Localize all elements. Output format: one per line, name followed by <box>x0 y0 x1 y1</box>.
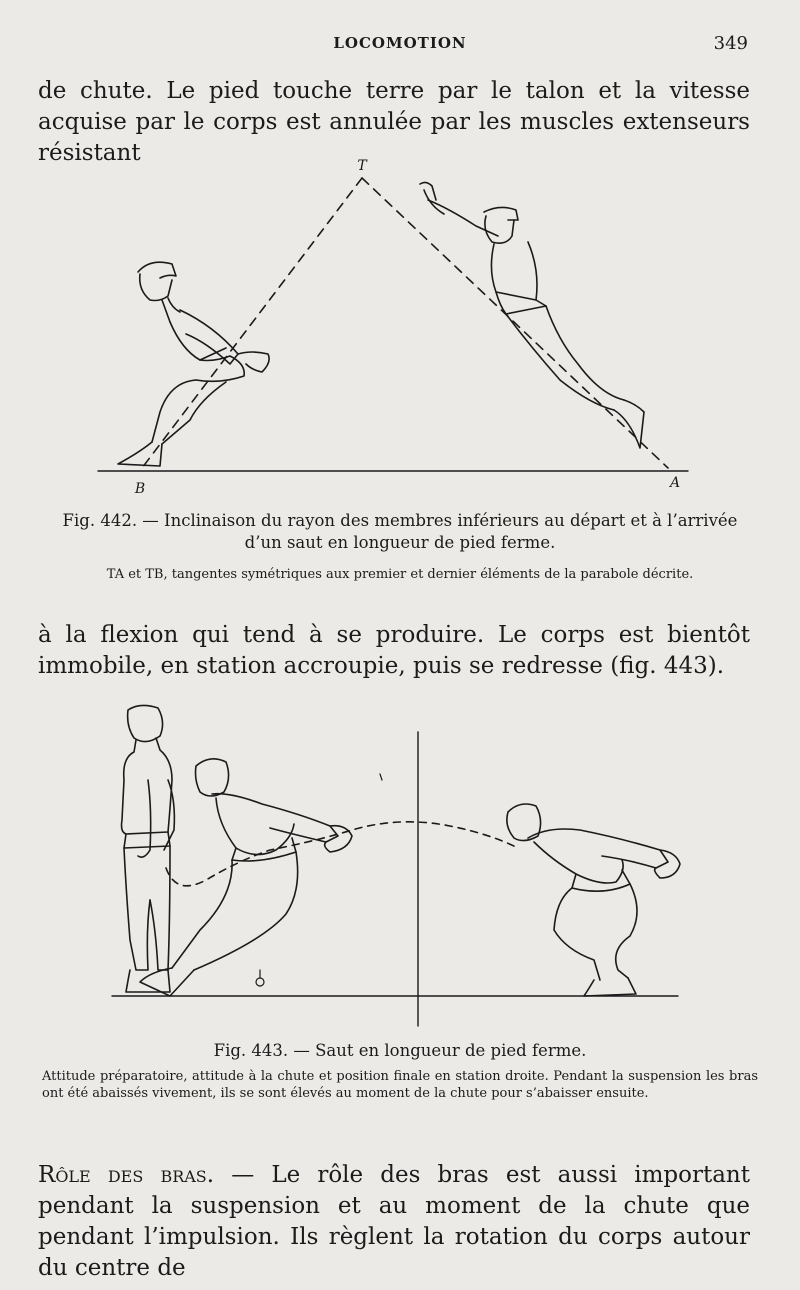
section-heading: Rôle des bras. <box>38 1162 215 1188</box>
figure-442-illustration <box>0 150 800 495</box>
jumper-takeoff <box>118 262 269 466</box>
figure-443-legend: Attitude préparatoire, attitude à la chute et position finale en station droite. Pendant la suspension les bras ont été abaissés vivement, ils se sont élevés au moment de la chute pour s’abaisser ensuite. <box>42 1069 758 1101</box>
trajectory-curve <box>166 822 518 886</box>
figure-442-caption: Fig. 442. — Inclinaison du rayon des membres inférieurs au départ et à l’arrivée d’un saut en longueur de pied ferme. <box>62 511 738 552</box>
paragraph-bottom <box>38 1160 750 1284</box>
paragraph-bottom-text <box>38 1160 750 1284</box>
label-b: B <box>134 481 146 495</box>
jumper-flight <box>420 182 644 448</box>
figure-442 <box>0 150 800 495</box>
label-a: A <box>669 475 681 491</box>
figure-443 <box>0 700 800 1030</box>
paragraph-middle-text: à la flexion qui tend à se produire. Le corps est bientôt immobile, en station accroupie, puis se redresse (fig. 443). <box>38 622 750 679</box>
section-body: — Le rôle des bras est aussi important pendant la suspension et au moment de la chute que pendant l’impulsion. Ils règlent la rotation du corps autour du centre de <box>38 1162 750 1281</box>
running-title: LOCOMOTION <box>333 34 467 52</box>
figure-442-legend: TA et TB, tangentes symétriques aux premier et dernier éléments de la parabole décrite. <box>106 567 694 582</box>
label-t: T <box>357 158 367 174</box>
figure-final <box>507 804 680 996</box>
tangent-ta <box>362 178 668 468</box>
paragraph-middle <box>38 620 750 682</box>
figure-standing <box>122 705 175 992</box>
page-number: 349 <box>713 33 748 54</box>
paragraph-top-text: de chute. Le pied touche terre par le talon et la vitesse acquise par le corps est annulée par les muscles extenseurs résistant <box>38 78 750 166</box>
tangent-tb <box>142 178 362 468</box>
figure-443-caption: Fig. 443. — Saut en longueur de pied ferme. <box>213 1041 587 1060</box>
figure-443-illustration <box>0 700 800 1030</box>
running-header <box>0 34 800 56</box>
